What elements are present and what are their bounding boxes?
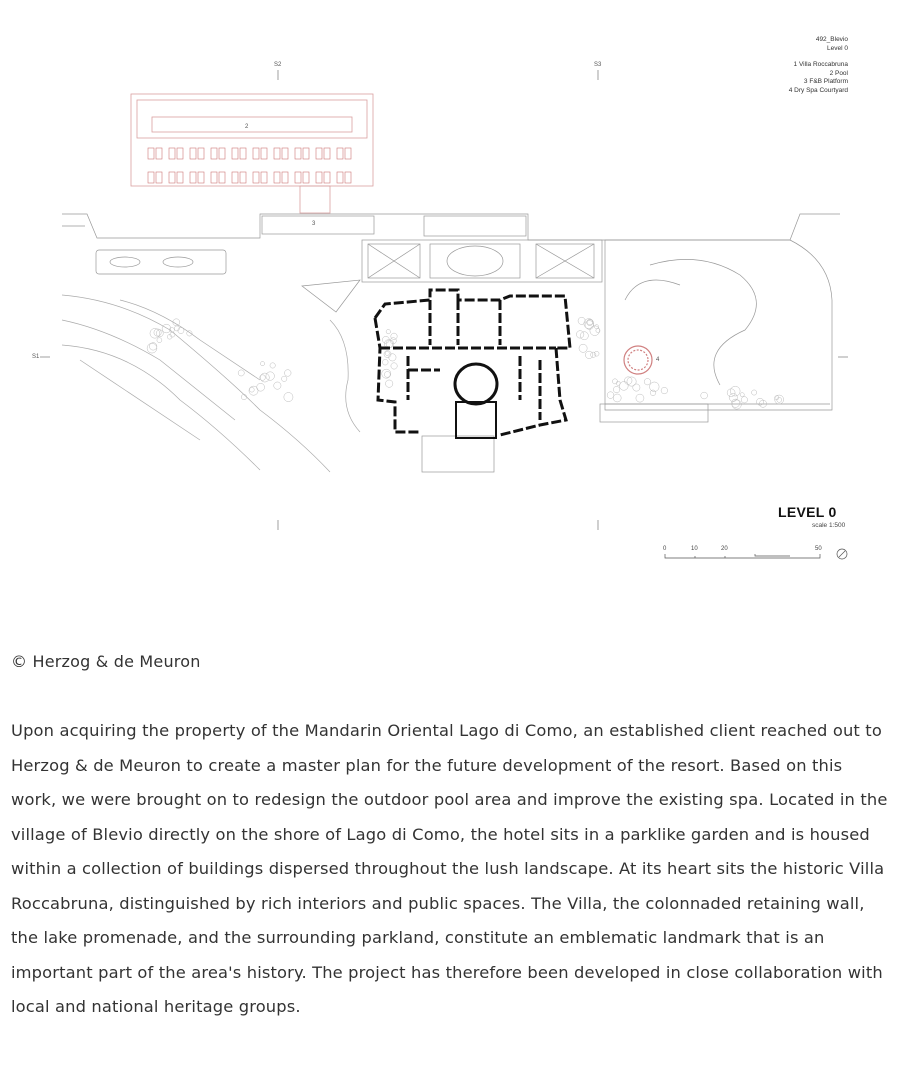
- pool-lounger: [198, 148, 204, 159]
- legend-item: 3 F&B Platform: [803, 78, 848, 85]
- tree-symbol: [591, 352, 596, 357]
- pool-lounger: [316, 172, 322, 183]
- tree-symbol: [147, 343, 157, 353]
- pool-lounger: [274, 148, 280, 159]
- tree-symbol: [613, 394, 621, 402]
- legend-item: 2 Pool: [829, 69, 848, 77]
- pool-lounger: [240, 148, 246, 159]
- tree-symbol: [391, 363, 397, 369]
- promenade: [62, 214, 840, 472]
- pool-lounger: [345, 148, 351, 159]
- pool-lounger: [324, 148, 330, 159]
- villa-rotunda: [455, 364, 497, 438]
- tree-symbol: [162, 324, 171, 333]
- tree-symbol: [249, 386, 258, 395]
- tree-symbol: [382, 359, 388, 365]
- pool-lounger: [303, 172, 309, 183]
- scale-tick-label: 50: [815, 546, 822, 552]
- tree-symbol: [260, 375, 266, 381]
- body-paragraph: Upon acquiring the property of the Mandarin Oriental Lago di Como, an established client reached out to Herzog & de Meuron to create a master plan for the future development of the resort. Based on this work, we were brought on to redesign the outdoor pool area and improve the existing spa. Located in the village of Blevio directly on the shore of Lago di Como, the hotel sits in a parklike garden and is housed within a collection of buildings dispersed throughout the lush landscape. At its heart sits the historic Villa Roccabruna, distinguished by rich interiors and public spaces. The Villa, the colonnaded retaining wall, the lake promenade, and the surrounding parkland, constitute an emblematic landmark that is an important part of the area's history. The project has therefore been developed in close collaboration with local and national heritage groups.: [11, 721, 888, 1016]
- pool-lounger: [169, 172, 175, 183]
- pool-lounger: [156, 148, 162, 159]
- pool-lounger: [148, 148, 154, 159]
- pool-lounger: [253, 172, 259, 183]
- scale-tick-label: 10: [691, 546, 698, 552]
- tree-symbol: [270, 363, 275, 368]
- tree-symbol: [752, 390, 757, 395]
- tree-symbol: [284, 392, 293, 401]
- pool-lounger: [148, 172, 154, 183]
- pool-lounger: [282, 148, 288, 159]
- pool-lounger: [169, 148, 175, 159]
- pool-lounger: [261, 148, 267, 159]
- pool-lounger: [337, 172, 343, 183]
- tree-symbol: [391, 333, 397, 339]
- pool-lounger: [324, 172, 330, 183]
- tree-symbol: [607, 392, 614, 399]
- tree-symbol: [650, 390, 656, 396]
- tree-symbol: [241, 394, 246, 399]
- tree-symbol: [594, 351, 599, 356]
- tree-symbol: [386, 329, 390, 333]
- tree-symbol: [284, 370, 291, 377]
- pool-lounger: [219, 172, 225, 183]
- tree-symbol: [740, 393, 744, 397]
- trees: [147, 317, 784, 409]
- pool-lounger: [232, 172, 238, 183]
- spa-courtyard: [624, 346, 652, 374]
- pool-lounger: [211, 148, 217, 159]
- tree-symbol: [154, 329, 161, 336]
- pool-loungers: [148, 148, 351, 183]
- room-number: 2: [245, 124, 249, 130]
- pool-lounger: [282, 172, 288, 183]
- pool-lounger: [177, 172, 183, 183]
- section-markers: [40, 70, 848, 530]
- section-marker-label: S3: [594, 62, 602, 68]
- room-number: 4: [656, 357, 660, 363]
- legend-project: 492_Blevio: [815, 36, 848, 43]
- pool-lounger: [261, 172, 267, 183]
- pool-lounger: [303, 148, 309, 159]
- pool-lounger: [240, 172, 246, 183]
- legend-item: 4 Dry Spa Courtyard: [788, 86, 848, 94]
- tree-symbol: [729, 393, 737, 401]
- tree-symbol: [580, 332, 588, 340]
- pool-lounger: [232, 148, 238, 159]
- pool-lounger: [211, 172, 217, 183]
- scale-tick-label: 0: [663, 546, 667, 552]
- legend-item: 1 Villa Roccabruna: [793, 61, 848, 68]
- tree-symbol: [260, 373, 269, 382]
- tree-symbol: [579, 344, 587, 352]
- tree-symbol: [384, 371, 390, 377]
- tree-symbol: [274, 382, 281, 389]
- pool-lounger: [295, 172, 301, 183]
- pool-lounger: [295, 148, 301, 159]
- tree-symbol: [385, 380, 392, 387]
- image-caption: © Herzog & de Meuron: [11, 652, 201, 671]
- tree-symbol: [281, 376, 286, 381]
- tree-symbol: [701, 392, 708, 399]
- tree-symbol: [741, 397, 747, 403]
- tree-symbol: [249, 387, 254, 392]
- room-number: 3: [312, 221, 316, 227]
- pool-lounger: [177, 148, 183, 159]
- pool-lounger: [316, 148, 322, 159]
- pool-lounger: [345, 172, 351, 183]
- tree-symbol: [731, 399, 739, 407]
- tree-symbol: [389, 354, 396, 361]
- tree-symbol: [636, 394, 644, 402]
- tree-symbol: [613, 386, 619, 392]
- pool-lounger: [219, 148, 225, 159]
- villa-roccabruna: [375, 290, 570, 435]
- tree-symbol: [157, 338, 162, 343]
- tree-symbol: [727, 389, 735, 397]
- pool-lounger: [198, 172, 204, 183]
- tree-symbol: [661, 387, 668, 394]
- pool-lounger: [190, 172, 196, 183]
- pool-lounger: [337, 148, 343, 159]
- tree-symbol: [594, 325, 598, 329]
- tree-symbol: [644, 379, 650, 385]
- legend-level: Level 0: [827, 44, 848, 52]
- tree-symbol: [624, 377, 632, 385]
- tree-symbol: [612, 379, 617, 384]
- pool-lounger: [274, 172, 280, 183]
- plan-level-title: LEVEL 0: [778, 504, 837, 520]
- tree-symbol: [260, 361, 264, 365]
- tree-symbol: [633, 384, 640, 391]
- pool-lounger: [253, 148, 259, 159]
- tree-symbol: [730, 386, 740, 396]
- tree-symbol: [178, 328, 184, 334]
- plan-scale-label: scale 1:500: [812, 522, 846, 529]
- pool-lounger: [190, 148, 196, 159]
- section-marker-label: S2: [274, 62, 282, 68]
- tree-symbol: [385, 351, 389, 355]
- pool-lounger: [156, 172, 162, 183]
- tree-symbol: [578, 317, 585, 324]
- scale-tick-label: 20: [721, 546, 728, 552]
- plan-legend: [789, 36, 848, 95]
- tree-symbol: [576, 331, 584, 339]
- section-marker-label: S1: [32, 354, 40, 360]
- tree-symbol: [266, 372, 275, 381]
- tree-symbol: [732, 400, 741, 409]
- tree-symbol: [238, 370, 244, 376]
- garden-terrain: [62, 295, 360, 472]
